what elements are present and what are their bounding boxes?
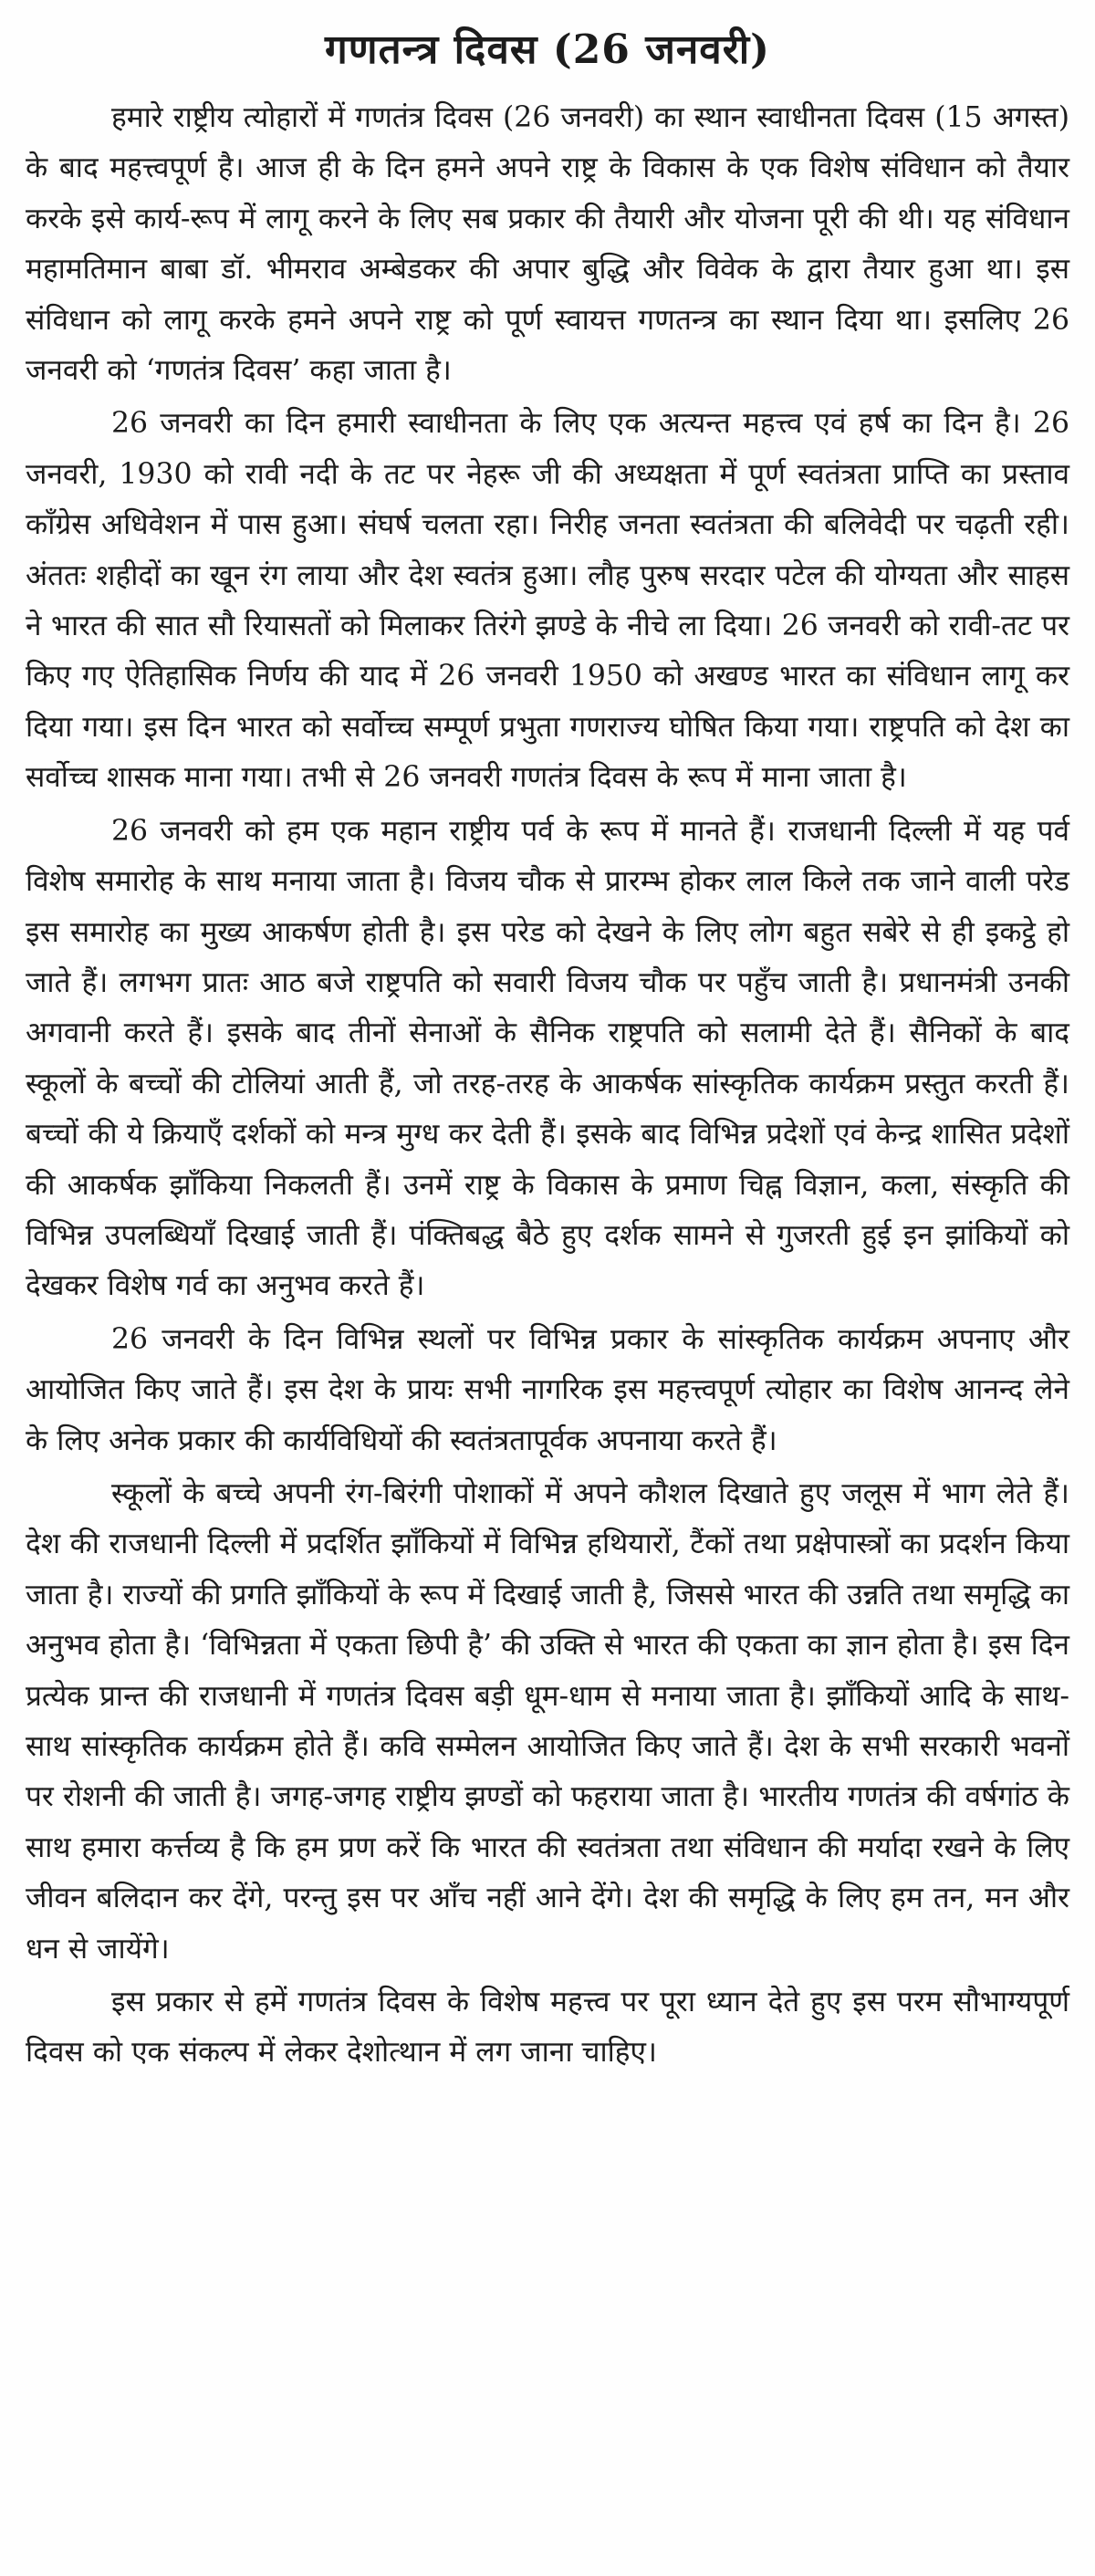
paragraph-2: 26 जनवरी का दिन हमारी स्वाधीनता के लिए एक अत्यन्त महत्त्व एवं हर्ष का दिन है। 26 जनवरी, 1930 को रावी नदी के तट पर नेहरू जी की अध्यक्षता में पूर्ण स्वतंत्रता प्राप्ति का प्रस्ताव काँग्रेस अधिवेशन में पास हुआ। संघर्ष चलता रहा। निरीह जनता स्वतंत्रता की बलिवेदी पर चढ़ती रही। अंततः शहीदों का खून रंग लाया और देश स्वतंत्र हुआ। लौह पुरुष सरदार पटेल की योग्यता और साहस ने भारत की सात सौ रियासतों को मिलाकर तिरंगे झण्डे के नीचे ला दिया। 26 जनवरी को रावी-तट पर किए गए ऐतिहासिक निर्णय की याद में 26 जनवरी 1950 को अखण्ड भारत का संविधान लागू कर दिया गया। इस दिन भारत को सर्वोच्च सम्पूर्ण प्रभुता गणराज्य घोषित किया गया। राष्ट्रपति को देश का सर्वोच्च शासक माना गया। तभी से 26 जनवरी गणतंत्र दिवस के रूप में माना जाता है। xyxy=(26,407,1069,795)
paragraph-6: इस प्रकार से हमें गणतंत्र दिवस के विशेष महत्त्व पर पूरा ध्यान देते हुए इस परम सौभाग्यपूर्ण दिवस को एक संकल्प में लेकर देशोत्थान में लग जाना चाहिए। xyxy=(26,1986,1069,2070)
essay-title: गणतन्त्र दिवस (26 जनवरी) xyxy=(325,26,770,73)
paragraph-1: हमारे राष्ट्रीय त्योहारों में गणतंत्र दिवस (26 जनवरी) का स्थान स्वाधीनता दिवस (15 अगस्त) के बाद महत्त्वपूर्ण है। आज ही के दिन हमने अपने राष्ट्र के विकास के एक विशेष संविधान को तैयार करके इसे कार्य-रूप में लागू करने के लिए सब प्रकार की तैयारी और योजना पूरी की थी। यह संविधान महामतिमान बाबा डॉ. भीमराव अम्बेडकर की अपार बुद्धि और विवेक के द्वारा तैयार हुआ था। इस संविधान को लागू करके हमने अपने राष्ट्र को पूर्ण स्वायत्त गणतन्त्र का स्थान दिया था। इसलिए 26 जनवरी को ‘गणतंत्र दिवस’ कहा जाता है। xyxy=(26,101,1069,388)
paragraph-4: 26 जनवरी के दिन विभिन्न स्थलों पर विभिन्न प्रकार के सांस्कृतिक कार्यक्रम अपनाए और आयोजित किए जाते हैं। इस देश के प्रायः सभी नागरिक इस महत्त्वपूर्ण त्योहार का विशेष आनन्द लेने के लिए अनेक प्रकार की कार्यविधियों की स्वतंत्रतापूर्वक अपनाया करते हैं। xyxy=(26,1322,1069,1457)
paragraph-3: 26 जनवरी को हम एक महान राष्ट्रीय पर्व के रूप में मानते हैं। राजधानी दिल्ली में यह पर्व विशेष समारोह के साथ मनाया जाता है। विजय चौक से प्रारम्भ होकर लाल किले तक जाने वाली परेड इस समारोह का मुख्य आकर्षण होती है। इस परेड को देखने के लिए लोग बहुत सबेरे से ही इकट्ठे हो जाते हैं। लगभग प्रातः आठ बजे राष्ट्रपति को सवारी विजय चौक पर पहुँच जाती है। प्रधानमंत्री उनकी अगवानी करते हैं। इसके बाद तीनों सेनाओं के सैनिक राष्ट्रपति को सलामी देते हैं। सैनिकों के बाद स्कूलों के बच्चों की टोलियां आती हैं, जो तरह-तरह के आकर्षक सांस्कृतिक कार्यक्रम प्रस्तुत करती हैं। बच्चों की ये क्रियाएँ दर्शकों को मन्त्र मुग्ध कर देती हैं। इसके बाद विभिन्न प्रदेशों एवं केन्द्र शासित प्रदेशों की आकर्षक झाँकिया निकलती हैं। उनमें राष्ट्र के विकास के प्रमाण चिह्न विज्ञान, कला, संस्कृति की विभिन्न उपलब्धियाँ दिखाई जाती हैं। पंक्तिबद्ध बैठे हुए दर्शक सामने से गुजरती हुई इन झांकियों को देखकर विशेष गर्व का अनुभव करते हैं। xyxy=(26,814,1070,1303)
paragraph-5: स्कूलों के बच्चे अपनी रंग-बिरंगी पोशाकों में अपने कौशल दिखाते हुए जलूस में भाग लेते हैं। देश की राजधानी दिल्ली में प्रदर्शित झाँकियों में विभिन्न हथियारों, टैंकों तथा प्रक्षेपास्त्रों का प्रदर्शन किया जाता है। राज्यों की प्रगति झाँकियों के रूप में दिखाई जाती है, जिससे भारत की उन्नति तथा समृद्धि का अनुभव होता है। ‘विभिन्नता में एकता छिपी है’ की उक्ति से भारत की एकता का ज्ञान होता है। इस दिन प्रत्येक प्रान्त की राजधानी में गणतंत्र दिवस बड़ी धूम-धाम से मनाया जाता है। झाँकियों आदि के साथ-साथ सांस्कृतिक कार्यक्रम होते हैं। कवि सम्मेलन आयोजित किए जाते हैं। देश के सभी सरकारी भवनों पर रोशनी की जाती है। जगह-जगह राष्ट्रीय झण्डों को फहराया जाता है। भारतीय गणतंत्र की वर्षगांठ के साथ हमारा कर्त्तव्य है कि हम प्रण करें कि भारत की स्वतंत्रता तथा संविधान की मर्यादा रखने के लिए जीवन बलिदान कर देंगे, परन्तु इस पर आँच नहीं आने देंगे। देश की समृद्धि के लिए हम तन, मन और धन से जायेंगे। xyxy=(26,1476,1069,1966)
